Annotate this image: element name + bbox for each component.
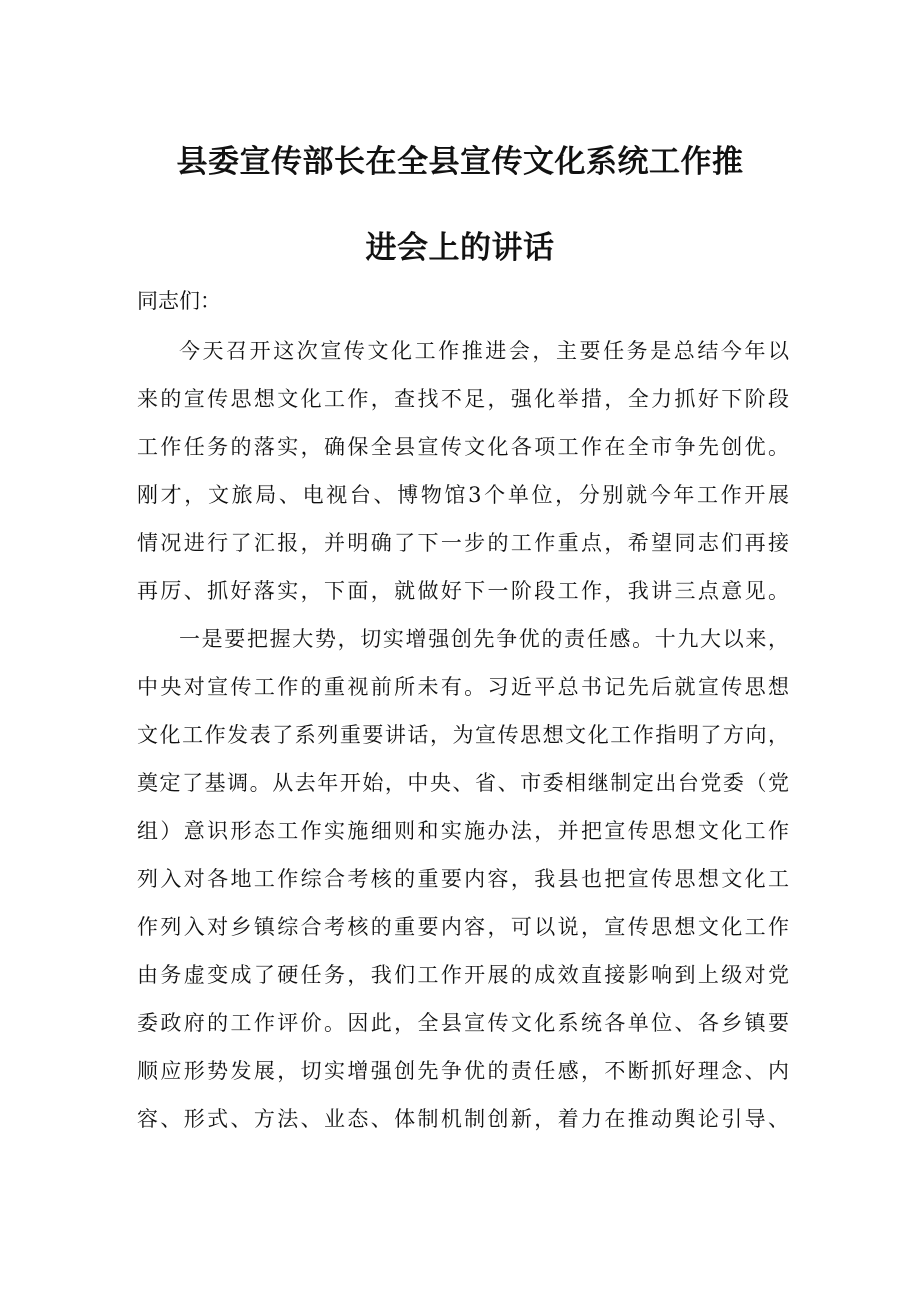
- paragraph-2-line: 中央对宣传工作的重视前所未有。习近平总书记先后就宣传思想: [137, 675, 789, 699]
- paragraph-2-line: 列入对各地工作综合考核的重要内容，我县也把宣传思想文化工: [137, 867, 789, 891]
- salutation: 同志们：: [137, 289, 221, 313]
- paragraph-2-line: 一是要把握大势，切实增强创先争优的责任感。十九大以来，: [179, 627, 789, 651]
- paragraph-2-line: 容、形式、方法、业态、体制机制创新，着力在推动舆论引导、: [137, 1107, 789, 1131]
- paragraph-2-line: 委政府的工作评价。因此，全县宣传文化系统各单位、各乡镇要: [137, 1011, 789, 1035]
- paragraph-2-line: 由务虚变成了硬任务，我们工作开展的成效直接影响到上级对党: [137, 963, 789, 987]
- paragraph-1-line: 工作任务的落实，确保全县宣传文化各项工作在全市争先创优。: [137, 435, 789, 459]
- paragraph-2-line: 作列入对乡镇综合考核的重要内容，可以说，宣传思想文化工作: [137, 915, 789, 939]
- document-title-line-1: 县委宣传部长在全县宣传文化系统工作推: [176, 144, 744, 180]
- paragraph-1-line: 来的宣传思想文化工作，查找不足，强化举措，全力抓好下阶段: [137, 387, 789, 411]
- document-title-line-2: 进会上的讲话: [365, 230, 555, 266]
- paragraph-2-line: 顺应形势发展，切实增强创先争优的责任感，不断抓好理念、内: [137, 1059, 789, 1083]
- paragraph-2-line: 文化工作发表了系列重要讲话，为宣传思想文化工作指明了方向，: [137, 723, 789, 747]
- paragraph-1-line: 刚才，文旅局、电视台、博物馆3个单位，分别就今年工作开展: [137, 483, 789, 507]
- paragraph-2-line: 组）意识形态工作实施细则和实施办法，并把宣传思想文化工作: [137, 819, 789, 843]
- paragraph-2-line: 奠定了基调。从去年开始，中央、省、市委相继制定出台党委（党: [137, 771, 789, 795]
- paragraph-1-line: 情况进行了汇报，并明确了下一步的工作重点，希望同志们再接: [137, 531, 789, 555]
- paragraph-1-line: 今天召开这次宣传文化工作推进会，主要任务是总结今年以: [179, 339, 789, 363]
- paragraph-1-line: 再厉、抓好落实，下面，就做好下一阶段工作，我讲三点意见。: [137, 579, 789, 603]
